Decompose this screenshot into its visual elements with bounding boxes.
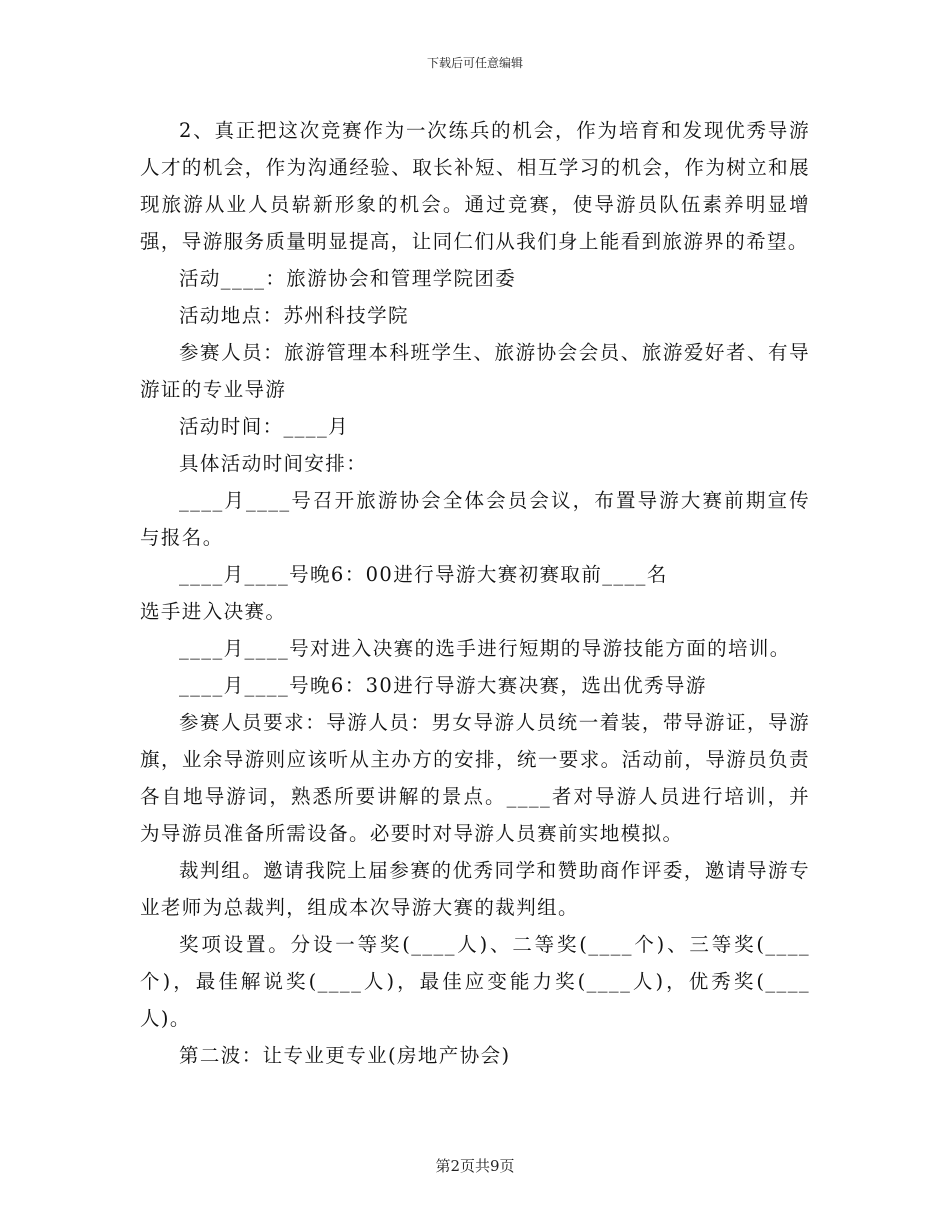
paragraph: 2、真正把这次竞赛作为一次练兵的机会，作为培育和发现优秀导游人才的机会，作为沟通经验、取长补短、相互学习的机会，作为树立和展现旅游从业人员崭新形象的机会。通过竞赛，使导游员队伍素养明显增强，导游服务质量明显提高，让同仁们从我们身上能看到旅游界的希望。 [140, 119, 810, 253]
paragraph: 活动____：旅游协会和管理学院团委 [179, 267, 517, 290]
paragraph: ____月____号召开旅游协会全体会员会议，布置导游大赛前期宣传与报名。 [140, 489, 810, 549]
paragraph: ____月____号对进入决赛的选手进行短期的导游技能方面的培训。 [179, 637, 791, 660]
paragraph: 第二波：让专业更专业(房地产协会) [179, 1044, 511, 1067]
paragraph: ____月____号晚6：30进行导游大赛决赛，选出优秀导游 [179, 674, 707, 697]
document-body [140, 112, 810, 1074]
page-footer: 第2页共9页 [435, 1157, 515, 1175]
paragraph: 选手进入决赛。 [140, 600, 287, 623]
paragraph: 活动地点：苏州科技学院 [179, 304, 409, 327]
paragraph: 参赛人员：旅游管理本科班学生、旅游协会会员、旅游爱好者、有导游证的专业导游 [140, 341, 810, 401]
paragraph: ____月____号晚6：00进行导游大赛初赛取前____名 [179, 563, 668, 586]
paragraph: 参赛人员要求：导游人员：男女导游人员统一着装，带导游证，导游旗，业余导游则应该听从主办方的安排，统一要求。活动前，导游员负责各自地导游词，熟悉所要讲解的景点。____者对导游人员进行培训，并为导游员准备所需设备。必要时对导游人员赛前实地模拟。 [140, 711, 810, 845]
paragraph: 具体活动时间安排： [179, 452, 368, 475]
paragraph: 裁判组。邀请我院上届参赛的优秀同学和赞助商作评委，邀请导游专业老师为总裁判，组成本次导游大赛的裁判组。 [140, 859, 810, 919]
page-header: 下载后可任意编辑 [426, 56, 523, 70]
paragraph: 活动时间：____月 [179, 415, 350, 438]
paragraph: 奖项设置。分设一等奖(____人)、二等奖(____个)、三等奖(____个)，最佳解说奖(____人)，最佳应变能力奖(____人)，优秀奖(____人)。 [140, 933, 810, 1030]
